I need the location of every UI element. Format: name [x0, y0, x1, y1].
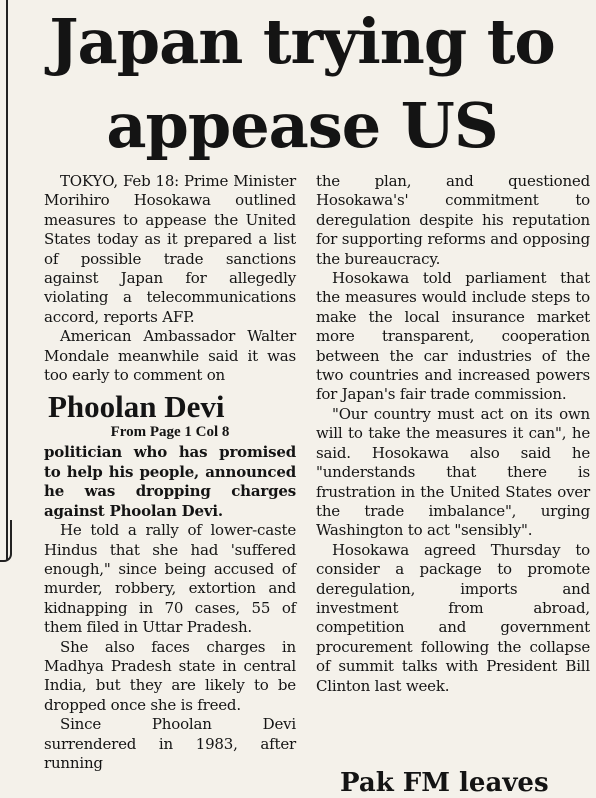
inset-paragraph: Since Phoolan Devi surrendered in 1983, after running — [44, 715, 296, 772]
article-paragraph: American Ambassador Walter Mondale meanwhile said it was too early to comment on — [44, 327, 296, 385]
right-column — [316, 172, 590, 696]
left-column — [44, 172, 296, 773]
inset-paragraph: She also faces charges in Madhya Pradesh state in central India, but they are likely to be dropped once she is freed. — [44, 637, 296, 714]
article-paragraph: Hosokawa told parliament that the measures would include steps to make the local insurance market more transparent, cooperation between the car industries of the two countries and increased powers for Japan's fair trade commission. — [316, 269, 590, 404]
jump-line: From Page 1 Col 8 — [110, 424, 230, 441]
inset-title: Phoolan Devi — [48, 389, 225, 425]
inset-paragraph: He told a rally of lower-caste Hindus that she had 'suffered enough," since being accused of murder, robbery, extortion and kidnapping in 70 cases, 55 of them filed in Uttar Pradesh. — [44, 521, 296, 637]
headline-line-2: appease US — [106, 89, 498, 162]
article-paragraph: the plan, and questioned Hosokawa's' commitment to deregulation despite his reputation for supporting reforms and opposing the bureaucracy. — [316, 172, 590, 268]
column-border-rule — [6, 0, 8, 560]
column-border-hook — [0, 520, 12, 562]
headline-line-1: Japan trying to — [49, 5, 555, 78]
headline — [12, 0, 592, 168]
article-paragraph: TOKYO, Feb 18: Prime Minister Morihiro Hosokawa outlined measures to appease the United States today as it prepared a list of possible trade sanctions against Japan for allegedly violating a telecommunications accord, reports AFP. — [44, 172, 296, 326]
article-paragraph: "Our country must act on its own will to take the measures it can", he said. Hosokawa also said he "understands that there is frustration in the United States over the trade imbalance", urging Washington to act "sensibly". — [316, 404, 590, 540]
article-paragraph: Hosokawa agreed Thursday to consider a package to promote deregulation, imports and investment from abroad, competition and government procurement following the collapse of summit talks with President Bill Clinton last week. — [316, 540, 590, 695]
next-story-headline: Pak FM leaves — [340, 768, 549, 798]
inset-story — [44, 391, 296, 773]
inset-lead-paragraph: politician who has promised to help his people, announced he was dropping charges against Phoolan Devi. — [44, 443, 296, 520]
